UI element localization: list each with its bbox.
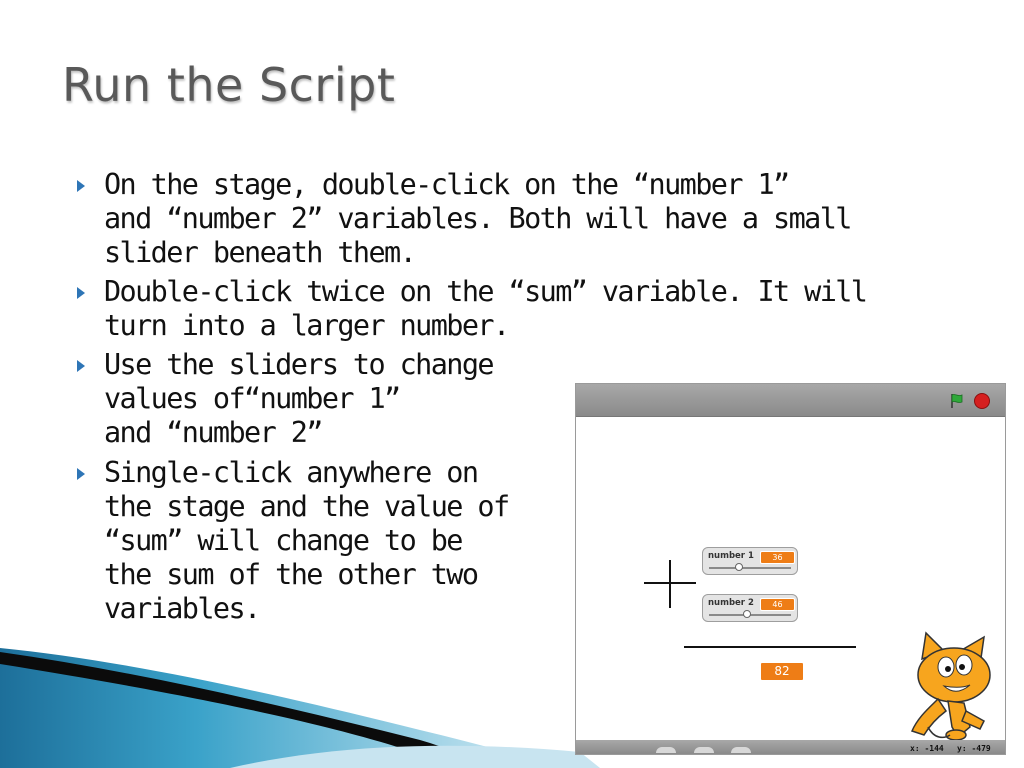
variable-monitor-number-2[interactable]: [702, 594, 798, 622]
bullet-item: [104, 348, 493, 450]
bullet-arrow-icon: [77, 360, 85, 372]
bullet-line: the sum of the other two: [104, 558, 478, 591]
stage-mode-button[interactable]: [656, 747, 676, 753]
stage-statusbar: [576, 740, 1005, 754]
bullet-line: “sum” will change to be: [104, 524, 462, 557]
bullet-line: Single-click anywhere on: [104, 456, 478, 489]
bullet-line: the stage and the value of: [104, 490, 509, 523]
x-label: x:: [910, 744, 920, 753]
slider-knob[interactable]: [735, 563, 743, 571]
sum-line: [684, 646, 856, 648]
y-value: -479: [971, 744, 991, 753]
bullet-line: Double-click twice on the “sum” variable. It will: [104, 275, 867, 308]
variable-monitor-number-1[interactable]: [702, 547, 798, 575]
scratch-stage-window: [575, 383, 1006, 755]
bullet-line: values of“number 1”: [104, 382, 400, 415]
slide-title: Run the Script: [62, 58, 396, 112]
bullet-line: and “number 2” variables. Both will have a small: [104, 202, 851, 235]
stage-canvas[interactable]: [576, 416, 1005, 743]
variable-value: 46: [760, 598, 795, 611]
bullet-line: and “number 2”: [104, 416, 322, 449]
bullet-arrow-icon: [77, 287, 85, 299]
stop-button-icon[interactable]: [974, 393, 990, 409]
stage-mode-button[interactable]: [694, 747, 714, 753]
slider-track[interactable]: [709, 567, 791, 569]
bullet-line: slider beneath them.: [104, 236, 416, 269]
bullet-arrow-icon: [77, 468, 85, 480]
slider-knob[interactable]: [743, 610, 751, 618]
stage-toolbar: [576, 384, 1005, 416]
bullet-line: variables.: [104, 592, 260, 625]
mouse-x-readout: [910, 744, 944, 753]
x-value: -144: [924, 744, 944, 753]
variable-label: number 2: [708, 598, 754, 608]
bullet-arrow-icon: [77, 180, 85, 192]
mouse-y-readout: [957, 744, 991, 753]
bullet-line: On the stage, double-click on the “number 1”: [104, 168, 789, 201]
plus-sign-vertical: [669, 560, 671, 608]
variable-value: 36: [760, 551, 795, 564]
bullet-line: Use the sliders to change: [104, 348, 493, 381]
green-flag-icon[interactable]: [949, 393, 965, 409]
stage-mode-button[interactable]: [731, 747, 751, 753]
bullet-line: turn into a larger number.: [104, 309, 509, 342]
bullet-item: [104, 275, 866, 343]
sum-variable-readout[interactable]: 82: [760, 662, 804, 681]
bullet-item: [104, 168, 851, 270]
bullet-item: [104, 456, 509, 626]
y-label: y:: [957, 744, 967, 753]
scratch-cat-sprite[interactable]: [904, 631, 1004, 743]
variable-label: number 1: [708, 551, 754, 561]
